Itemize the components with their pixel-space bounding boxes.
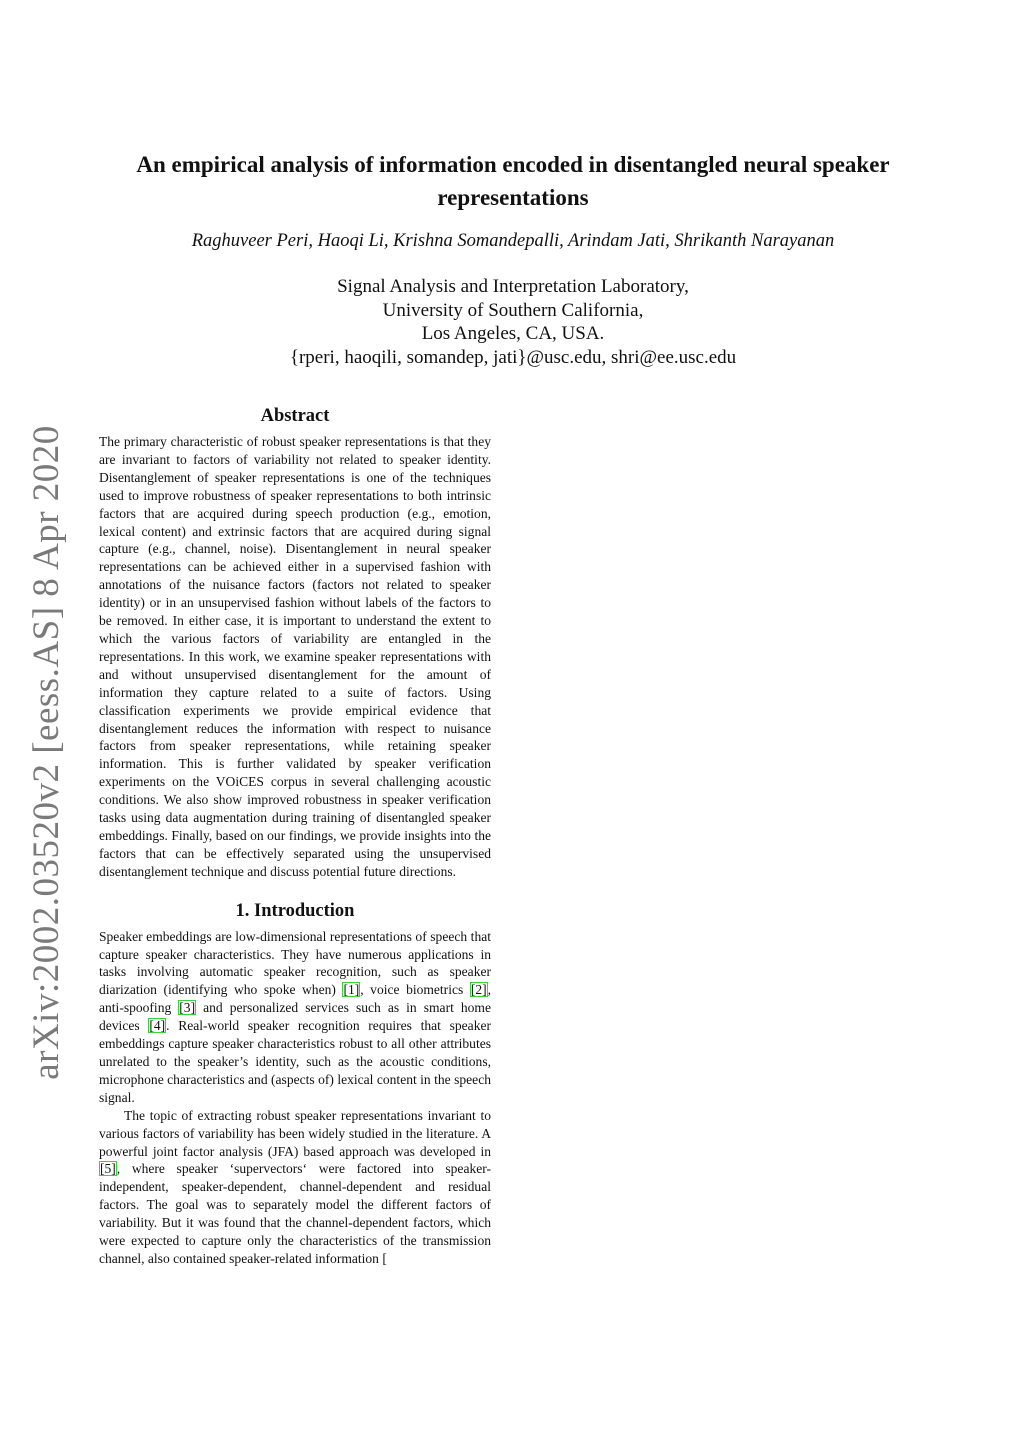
arxiv-identifier-text: arXiv:2002.03520v2 [eess.AS] 8 Apr 2020 — [25, 424, 67, 1080]
introduction-heading: 1. Introduction — [235, 900, 355, 921]
abstract-heading: Abstract — [260, 406, 330, 426]
intro-paragraph-1 — [99, 928, 491, 1107]
text-run: , where speaker ‘supervectors‘ were factored into speaker-independent, speaker-dependent, channel-dependent and residual factors. The goal was to separately model the different factors of variability. But it was found that the channel-dependent factors, which were expected to capture only the characteristics of the transmission channel, also contained speaker-related information [ — [99, 1161, 491, 1266]
arxiv-identifier-stamp — [16, 424, 76, 1080]
left-column — [99, 405, 491, 1268]
text-run: and personalized services such as in smart home devices — [99, 1000, 491, 1034]
text-run: . Real-world speaker recognition requires that speaker embeddings capture speaker characteristics robust to all other attributes unrelated to the speaker’s identity, such as the acoustic conditions, microphone characteristics and (aspects of) lexical content in the speech signal. — [99, 1018, 491, 1105]
text-run: Speaker embeddings are low-dimensional representations of speech that capture speaker characteristics. They have numerous applications in tasks involving automatic speaker recognition, such as speaker diarization (identifying who spoke when) — [99, 928, 491, 998]
citation-link[interactable]: [1] — [343, 982, 360, 998]
affiliation-block — [90, 275, 936, 369]
citation-link[interactable]: [5] — [100, 1161, 116, 1177]
text-run: The topic of extracting robust speaker representations invariant to various factors of variability has been widely studied in the literature. A powerful joint factor analysis (JFA) based approach was developed in — [99, 1107, 491, 1159]
text-run: , anti-spoofing — [99, 982, 491, 1016]
intro-paragraph-2 — [99, 1107, 491, 1268]
abstract-text: The primary characteristic of robust speaker representations is that they are invariant to factors of variability not related to speaker identity. Disentanglement of speaker representations is one of the techniques used to improve robustness of speaker representations to both intrinsic factors that are acquired during speech production (e.g., emotion, lexical content) and extrinsic factors that are acquired during signal capture (e.g., channel, noise). Disentanglement in neural speaker representations can be achieved either in a supervised fashion with annotations of the nuisance factors (factors not related to speaker identity) or in an unsupervised fashion without labels of the factors to be removed. In either case, it is important to understand the extent to which the various factors of variability are entangled in the representations. In this work, we examine speaker representations with and without unsupervised disentanglement for the amount of information they capture related to a suite of factors. Using classification experiments we provide empirical evidence that disentanglement reduces the information with respect to nuisance factors from speaker representations, while retaining speaker information. This is further validated by speaker verification experiments on the VOiCES corpus in several challenging acoustic conditions. We also show improved robustness in speaker verification tasks using data augmentation during training of disentangled speaker embeddings. Finally, based on our findings, we provide insights into the factors that can be effectively separated using the unsupervised disentanglement technique and discuss potential future directions. — [99, 434, 491, 879]
citation-link[interactable]: [2] — [470, 982, 487, 998]
affiliation-lab: Signal Analysis and Interpretation Laboratory, — [337, 276, 689, 297]
paper-title: An empirical analysis of information encoded in disentangled neural speaker representations — [136, 152, 890, 210]
affiliation-location: Los Angeles, CA, USA. — [421, 323, 605, 344]
author-emails: {rperi, haoqili, somandep, jati}@usc.edu, shri@ee.usc.edu — [289, 346, 737, 368]
citation-link[interactable]: [3] — [179, 1000, 196, 1016]
affiliation-university: University of Southern California, — [382, 299, 644, 321]
citation-link[interactable]: [4] — [149, 1018, 166, 1034]
author-list: Raghuveer Peri, Haoqi Li, Krishna Somandepalli, Arindam Jati, Shrikanth Narayanan — [191, 231, 835, 251]
text-run: , voice biometrics — [360, 982, 470, 998]
